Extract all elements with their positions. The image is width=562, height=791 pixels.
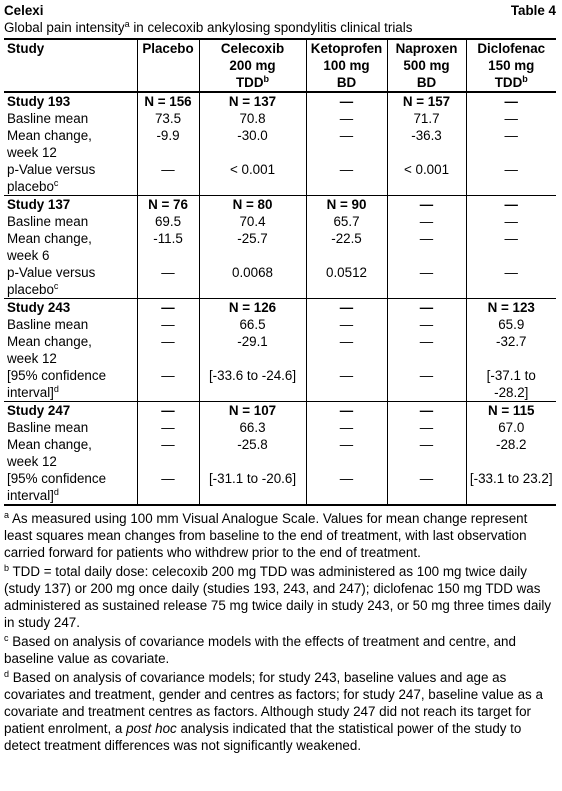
results-table [4, 38, 556, 506]
table-cell: N = 90 [306, 196, 387, 214]
footnote-mark: c [53, 281, 59, 291]
row-label-text: Study 193 [7, 94, 71, 109]
table-cell: 65.9 [466, 316, 556, 333]
table-cell: — [387, 316, 466, 333]
footnote [4, 669, 556, 754]
table-cell: — [137, 316, 199, 333]
table-cell: — [306, 436, 387, 470]
table-cell: — [466, 161, 556, 196]
column-header-line [391, 57, 463, 74]
table-cell: 69.5 [137, 213, 199, 230]
table-cell: — [137, 367, 199, 402]
table-cell: N = 126 [199, 299, 306, 317]
column-header-line [203, 74, 303, 91]
column-header-text: Study [7, 41, 45, 56]
footnote-italic-text: post hoc [126, 721, 177, 736]
row-label-text: Study 243 [7, 300, 71, 315]
table-cell: — [466, 264, 556, 299]
table-cell: — [306, 402, 387, 420]
table-cell: — [387, 419, 466, 436]
footnote [4, 633, 556, 667]
table-cell: 70.4 [199, 213, 306, 230]
row-label-text: [95% confidence interval] [7, 471, 107, 503]
row-label-text: Basline mean [7, 214, 89, 229]
footnote-mark: d [53, 384, 59, 394]
table-cell: 71.7 [387, 110, 466, 127]
table-cell: [-33.6 to -24.6] [199, 367, 306, 402]
table-row [4, 419, 556, 436]
column-header-text: TDD [235, 75, 264, 90]
row-label [4, 230, 137, 264]
column-header-text: Naproxen [395, 41, 458, 56]
subtitle-text-end: in celecoxib ankylosing spondylitis clinical trials [129, 20, 413, 35]
column-header-line [203, 57, 303, 74]
table-label: Table 4 [510, 3, 556, 18]
row-label-text: p-Value versus placebo [7, 265, 96, 297]
table-cell: — [387, 333, 466, 367]
column-header-line [7, 40, 134, 57]
table-cell: 0.0068 [199, 264, 306, 299]
table-row [4, 436, 556, 470]
column-header [387, 39, 466, 92]
study-row [4, 92, 556, 110]
column-header-line [470, 40, 554, 57]
table-cell: N = 115 [466, 402, 556, 420]
column-header-line [203, 40, 303, 57]
row-label [4, 436, 137, 470]
table-cell: N = 123 [466, 299, 556, 317]
table-cell: — [387, 470, 466, 505]
table-cell: -22.5 [306, 230, 387, 264]
table-cell: — [466, 92, 556, 110]
table-cell: 73.5 [137, 110, 199, 127]
row-label [4, 333, 137, 367]
table-cell: [-31.1 to -20.6] [199, 470, 306, 505]
table-cell: -36.3 [387, 127, 466, 161]
table-cell: — [387, 299, 466, 317]
table-row [4, 470, 556, 505]
table-cell: -9.9 [137, 127, 199, 161]
table-row [4, 264, 556, 299]
table-cell: -25.7 [199, 230, 306, 264]
column-header [466, 39, 556, 92]
table-cell: — [306, 316, 387, 333]
table-cell: — [387, 196, 466, 214]
table-cell: — [387, 367, 466, 402]
column-header-line [310, 74, 384, 91]
footnote-mark: d [53, 487, 59, 497]
table-cell: N = 156 [137, 92, 199, 110]
table-cell: 66.3 [199, 419, 306, 436]
table-cell: — [466, 196, 556, 214]
footnote [4, 510, 556, 561]
document-page [4, 2, 556, 754]
table-row [4, 367, 556, 402]
footnotes [4, 510, 556, 754]
row-label [4, 316, 137, 333]
row-label-text: Basline mean [7, 317, 89, 332]
table-cell: — [306, 127, 387, 161]
column-header-text: Ketoprofen [310, 41, 383, 56]
table-row [4, 127, 556, 161]
row-label [4, 470, 137, 505]
table-cell: 66.5 [199, 316, 306, 333]
row-label [4, 110, 137, 127]
table-row [4, 316, 556, 333]
column-header-line [141, 40, 196, 57]
footnote-text: TDD = total daily dose: celecoxib 200 mg TDD was administered as 100 mg twice daily (study 137) or 200 mg once daily (studies 193, 243, and 247); diclofenac 150 mg TDD was administered as sustained release 75 mg twice daily in study 243, or 50 mg three times daily in study 247. [4, 564, 552, 630]
footnote-mark: c [53, 178, 59, 188]
row-label [4, 92, 137, 110]
row-label-text: Mean change, week 12 [7, 437, 92, 469]
table-cell: 67.0 [466, 419, 556, 436]
row-label [4, 402, 137, 420]
table-cell: — [387, 436, 466, 470]
table-cell: — [466, 213, 556, 230]
footnote-text: Based on analysis of covariance models; for study 243, baseline values and age as covariates and treatment, gender and centres as factors; for study 247, baseline value as a covariate and treatment centres as factors. Although study 247 did not reach its target for patient enrolment, a [4, 670, 543, 736]
row-label [4, 367, 137, 402]
column-header-text: 500 mg [403, 58, 450, 73]
table-cell: — [306, 110, 387, 127]
table-cell: — [137, 419, 199, 436]
table-subtitle [4, 19, 556, 36]
table-row [4, 161, 556, 196]
table-cell: -32.7 [466, 333, 556, 367]
footnote-mark: a [4, 510, 10, 520]
table-cell: — [306, 92, 387, 110]
table-cell: < 0.001 [199, 161, 306, 196]
table-cell: — [137, 333, 199, 367]
table-cell: — [387, 213, 466, 230]
table-cell: — [137, 436, 199, 470]
footnote-text: Based on analysis of covariance models with the effects of treatment and centre, and baseline value as covariate. [4, 634, 516, 666]
table-cell: N = 107 [199, 402, 306, 420]
column-header-text: Diclofenac [477, 41, 546, 56]
column-header [137, 39, 199, 92]
row-label-text: [95% confidence interval] [7, 368, 107, 400]
study-row [4, 196, 556, 214]
column-header-text: BD [416, 75, 437, 90]
column-header [306, 39, 387, 92]
table-cell: — [306, 419, 387, 436]
table-cell: [-37.1 to -28.2] [466, 367, 556, 402]
column-header-text: 200 mg [229, 58, 276, 73]
table-cell: — [306, 161, 387, 196]
table-cell: < 0.001 [387, 161, 466, 196]
row-label-text: Mean change, week 12 [7, 128, 92, 160]
study-row [4, 402, 556, 420]
row-label [4, 419, 137, 436]
table-cell: N = 80 [199, 196, 306, 214]
row-label [4, 127, 137, 161]
table-cell: — [137, 161, 199, 196]
table-cell: -30.0 [199, 127, 306, 161]
header-row [4, 39, 556, 92]
row-label-text: Mean change, week 6 [7, 231, 92, 263]
table-cell: 0.0512 [306, 264, 387, 299]
table-row [4, 213, 556, 230]
table-cell: — [466, 230, 556, 264]
table-cell: -28.2 [466, 436, 556, 470]
row-label [4, 299, 137, 317]
table-row [4, 333, 556, 367]
row-label-text: Study 137 [7, 197, 71, 212]
row-label-text: Basline mean [7, 420, 89, 435]
column-header-text: TDD [494, 75, 523, 90]
table-cell: — [306, 333, 387, 367]
table-cell: — [306, 367, 387, 402]
footnote-mark: c [4, 633, 9, 643]
table-cell: — [387, 402, 466, 420]
row-label-text: Basline mean [7, 111, 89, 126]
column-header-line [310, 40, 384, 57]
column-header-text: BD [336, 75, 357, 90]
table-cell: 70.8 [199, 110, 306, 127]
table-cell: — [466, 110, 556, 127]
table-cell: — [137, 402, 199, 420]
footnote-mark: d [4, 669, 10, 679]
row-label [4, 213, 137, 230]
brand-name: Celexi [4, 3, 44, 18]
row-label-text: p-Value versus placebo [7, 162, 96, 194]
column-header-text: Placebo [142, 41, 194, 56]
document-header [4, 2, 556, 19]
table-cell: — [137, 299, 199, 317]
footnote [4, 563, 556, 631]
table-cell: N = 157 [387, 92, 466, 110]
footnote-mark: b [263, 74, 270, 84]
table-cell: — [137, 264, 199, 299]
column-header-line [470, 74, 554, 91]
table-row [4, 110, 556, 127]
table-cell: -25.8 [199, 436, 306, 470]
footnote-mark: b [4, 563, 10, 573]
table-cell: — [466, 127, 556, 161]
column-header [4, 39, 137, 92]
table-row [4, 230, 556, 264]
table-cell: — [387, 264, 466, 299]
row-label [4, 264, 137, 299]
footnote-text: As measured using 100 mm Visual Analogue Scale. Values for mean change represent least squares mean changes from baseline to the end of treatment, with last observation carried forward for patients who withdrew prior to the end of treatment. [4, 511, 528, 560]
table-cell: -29.1 [199, 333, 306, 367]
table-cell: -11.5 [137, 230, 199, 264]
column-header-line [310, 57, 384, 74]
row-label-text: Study 247 [7, 403, 71, 418]
footnote-mark: b [522, 74, 528, 84]
row-label-text: Mean change, week 12 [7, 334, 92, 366]
table-cell: — [306, 299, 387, 317]
column-header-line [470, 57, 554, 74]
column-header-line [391, 40, 463, 57]
column-header-text: 150 mg [488, 58, 535, 73]
table-cell: — [137, 470, 199, 505]
table-cell: — [306, 470, 387, 505]
table-cell: N = 137 [199, 92, 306, 110]
study-row [4, 299, 556, 317]
footnote-text-end: analysis indicated that the statistical power of the study to detect treatment differences was not significantly weakened. [4, 721, 522, 753]
column-header-line [391, 74, 463, 91]
column-header [199, 39, 306, 92]
table-cell: — [387, 230, 466, 264]
table-cell: [-33.1 to 23.2] [466, 470, 556, 505]
subtitle-footnote-mark: a [124, 19, 130, 29]
subtitle-text: Global pain intensity [4, 20, 125, 35]
row-label [4, 196, 137, 214]
column-header-text: Celecoxib [220, 41, 285, 56]
table-body [4, 92, 556, 505]
row-label [4, 161, 137, 196]
table-cell: N = 76 [137, 196, 199, 214]
table-head [4, 39, 556, 92]
table-cell: 65.7 [306, 213, 387, 230]
column-header-text: 100 mg [323, 58, 370, 73]
